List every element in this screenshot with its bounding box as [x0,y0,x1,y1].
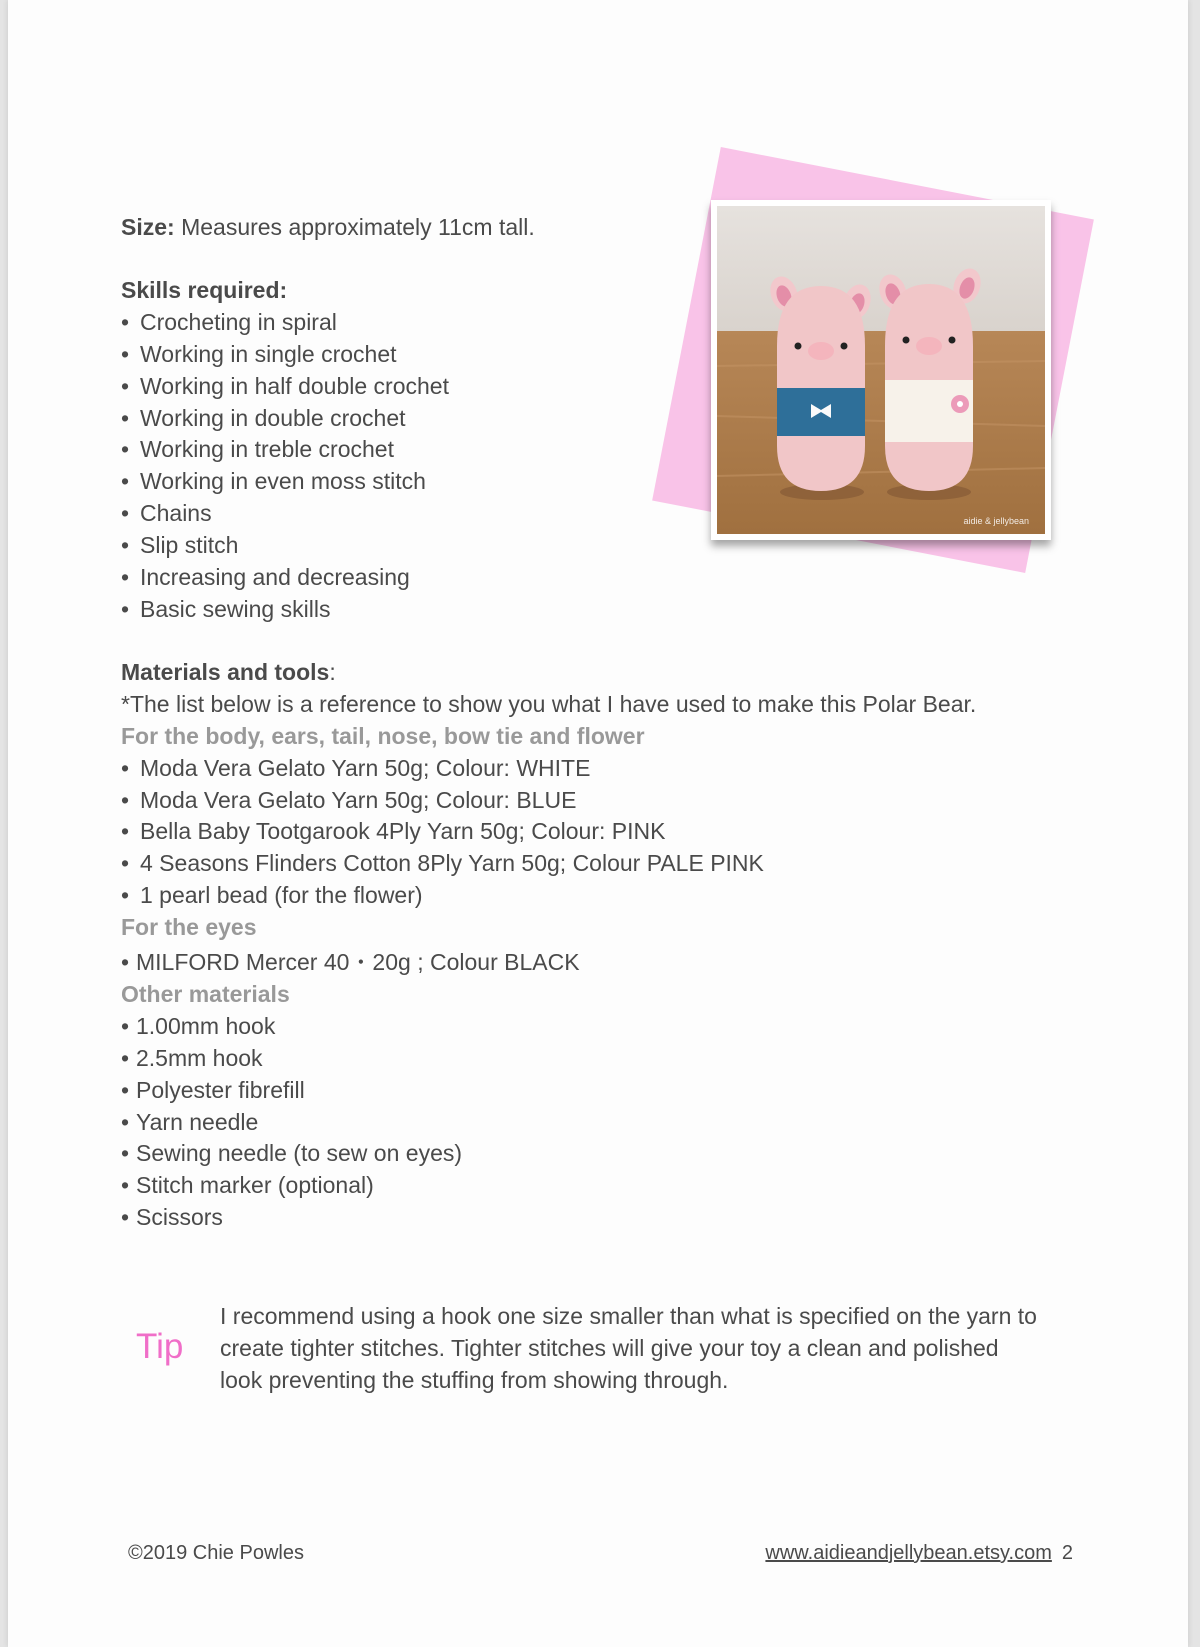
list-item [121,339,1021,371]
bullet-icon: • [121,818,130,845]
list-item-text: Polyester fibrefill [136,1076,305,1103]
list-item-text: Slip stitch [140,532,239,559]
size-line [121,212,1021,244]
body-materials-heading: For the body, ears, tail, nose, bow tie and flower [121,722,645,749]
list-item-text: Working in double crochet [140,404,406,431]
bullet-icon: • [121,404,130,431]
list-item-text: 4 Seasons Flinders Cotton 8Ply Yarn 50g; Colour PALE PINK [140,850,764,877]
bullet-icon: • [121,949,130,976]
list-item [121,1138,1021,1170]
eyes-materials-heading: For the eyes [121,914,257,941]
other-materials-list [121,1011,1021,1234]
list-item [121,1075,1021,1107]
bullet-icon: • [121,564,130,591]
bullet-icon: • [121,468,130,495]
list-item [121,434,1021,466]
bullet-icon: • [121,754,130,781]
list-item [121,562,1021,594]
list-item-text: Working in half double crochet [140,372,449,399]
skills-heading: Skills required: [121,276,288,303]
list-item-text: MILFORD Mercer 40・20g ; Colour BLACK [136,949,580,976]
eyes-materials-list [121,947,1021,979]
tip-label: Tip [136,1327,184,1366]
document-page [8,0,1188,1647]
bullet-icon: • [121,1172,130,1199]
bullet-icon: • [121,1044,130,1071]
bullet-icon: • [121,340,130,367]
list-item [121,1170,1021,1202]
list-item [121,947,1021,979]
list-item-text: Increasing and decreasing [140,564,410,591]
list-item-text: Moda Vera Gelato Yarn 50g; Colour: BLUE [140,786,577,813]
footer-right [765,1542,1073,1565]
list-item-text: Yarn needle [136,1108,259,1135]
list-item [121,753,1021,785]
bullet-icon: • [121,882,130,909]
bullet-icon: • [121,1012,130,1039]
skills-list [121,307,1021,626]
list-item [121,498,1021,530]
list-item [121,1011,1021,1043]
bullet-icon: • [121,1204,130,1231]
list-item [121,848,1021,880]
body-materials-list [121,753,1021,913]
footer-copyright: ©2019 Chie Powles [128,1542,304,1564]
list-item-text: Basic sewing skills [140,595,331,622]
materials-heading: Materials and tools [121,658,330,685]
other-materials-heading: Other materials [121,980,290,1007]
bullet-icon: • [121,500,130,527]
list-item [121,1043,1021,1075]
bullet-icon: • [121,1108,130,1135]
list-item [121,466,1021,498]
bullet-icon: • [121,850,130,877]
size-label: Size: [121,214,175,240]
list-item [121,1202,1021,1234]
website-link[interactable]: www.aidieandjellybean.etsy.com [765,1542,1052,1564]
list-item-text: Stitch marker (optional) [136,1172,374,1199]
list-item [121,1107,1021,1139]
bullet-icon: • [121,436,130,463]
list-item-text: Bella Baby Tootgarook 4Ply Yarn 50g; Colour: PINK [140,818,666,845]
list-item [121,880,1021,912]
list-item-text: 1.00mm hook [136,1012,276,1039]
list-item-text: 2.5mm hook [136,1044,263,1071]
list-item [121,594,1021,626]
bullet-icon: • [121,372,130,399]
page-number: 2 [1061,1542,1073,1564]
size-value: Measures approximately 11cm tall. [174,214,535,240]
materials-note: *The list below is a reference to show you what I have used to make this Polar Bear. [121,690,977,717]
bullet-icon: • [121,308,130,335]
list-item [121,816,1021,848]
list-item-text: Working in even moss stitch [140,468,426,495]
list-item [121,530,1021,562]
list-item-text: Scissors [136,1204,223,1231]
pattern-info [121,212,1021,1234]
bullet-icon: • [121,786,130,813]
list-item [121,307,1021,339]
list-item [121,785,1021,817]
materials-heading-suffix: : [329,658,336,685]
list-item-text: Sewing needle (to sew on eyes) [136,1140,463,1167]
list-item-text: Working in treble crochet [140,436,394,463]
list-item-text: 1 pearl bead (for the flower) [140,882,423,909]
photo-watermark: aidie & jellybean [963,516,1029,526]
list-item [121,403,1021,435]
list-item-text: Chains [140,500,212,527]
bullet-icon: • [121,1076,130,1103]
materials-heading-line [121,657,1021,689]
bullet-icon: • [121,532,130,559]
tip-text: I recommend using a hook one size smaller than what is specified on the yarn to create tighter stitches. Tighter stitches will give your toy a clean and polished look preventing the stuffing from showing through. [220,1303,1037,1393]
bullet-icon: • [121,595,130,622]
list-item-text: Moda Vera Gelato Yarn 50g; Colour: WHITE [140,754,591,781]
list-item-text: Working in single crochet [140,340,397,367]
list-item [121,371,1021,403]
bullet-icon: • [121,1140,130,1167]
list-item-text: Crocheting in spiral [140,308,337,335]
